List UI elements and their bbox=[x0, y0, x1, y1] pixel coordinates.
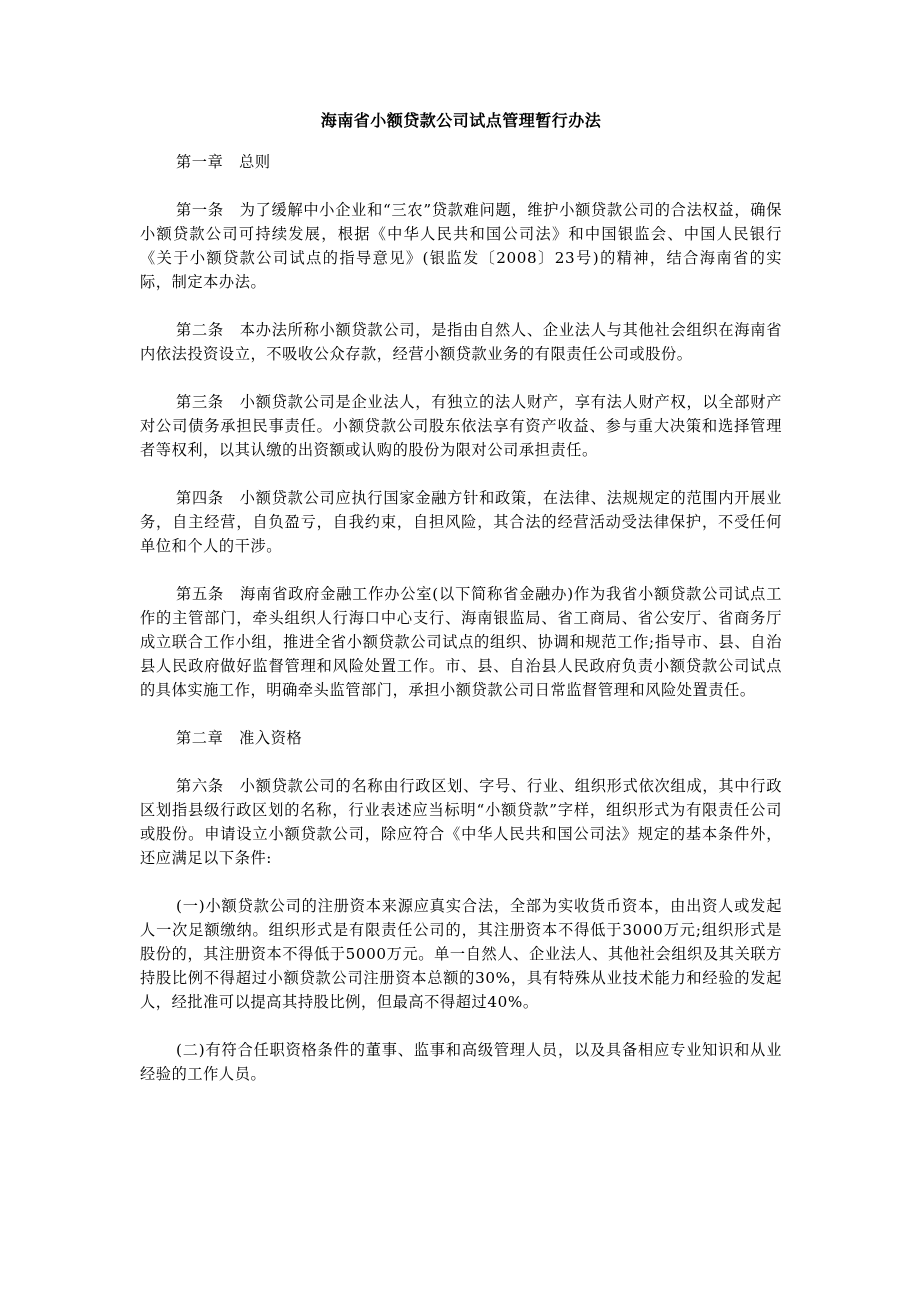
chapter-1-heading: 第一章 总则 bbox=[176, 153, 271, 171]
document-title: 海南省小额贷款公司试点管理暂行办法 bbox=[320, 111, 602, 130]
document-page bbox=[140, 108, 782, 1110]
article-6: 第六条 小额贷款公司的名称由行政区划、字号、行业、组织形式依次组成，其中行政区划指县级行政区划的名称，行业表述应当标明“小额贷款”字样，组织形式为有限责任公司或股份。申请设立小额贷款公司，除应符合《中华人民共和国公司法》规定的基本条件外，还应满足以下条件: bbox=[140, 777, 782, 867]
article-4: 第四条 小额贷款公司应执行国家金融方针和政策，在法律、法规规定的范围内开展业务，自主经营，自负盈亏，自我约束，自担风险，其合法的经营活动受法律保护，不受任何单位和个人的干涉。 bbox=[140, 489, 782, 555]
article-5: 第五条 海南省政府金融工作办公室(以下简称省金融办)作为我省小额贷款公司试点工作的主管部门，牵头组织人行海口中心支行、海南银监局、省工商局、省公安厅、省商务厅成立联合工作小组，推进全省小额贷款公司试点的组织、协调和规范工作;指导市、县、自治县人民政府做好监督管理和风险处置工作。市、县、自治县人民政府负责小额贷款公司试点的具体实施工作，明确牵头监管部门，承担小额贷款公司日常监督管理和风险处置责任。 bbox=[140, 585, 782, 699]
article-3: 第三条 小额贷款公司是企业法人，有独立的法人财产，享有法人财产权，以全部财产对公司债务承担民事责任。小额贷款公司股东依法享有资产收益、参与重大决策和选择管理者等权利，以其认缴的出资额或认购的股份为限对公司承担责任。 bbox=[140, 393, 782, 459]
article-6-item-2: (二)有符合任职资格条件的董事、监事和高级管理人员，以及具备相应专业知识和从业经验的工作人员。 bbox=[140, 1041, 782, 1083]
article-2: 第二条 本办法所称小额贷款公司，是指由自然人、企业法人与其他社会组织在海南省内依法投资设立，不吸收公众存款，经营小额贷款业务的有限责任公司或股份。 bbox=[140, 321, 782, 363]
chapter-2-heading: 第二章 准入资格 bbox=[176, 729, 303, 747]
article-1: 第一条 为了缓解中小企业和“三农”贷款难问题，维护小额贷款公司的合法权益，确保小额贷款公司可持续发展，根据《中华人民共和国公司法》和中国银监会、中国人民银行《关于小额贷款公司试点的指导意见》(银监发〔2008〕23号)的精神，结合海南省的实际，制定本办法。 bbox=[140, 201, 782, 291]
article-6-item-1: (一)小额贷款公司的注册资本来源应真实合法，全部为实收货币资本，由出资人或发起人一次足额缴纳。组织形式是有限责任公司的，其注册资本不得低于3000万元;组织形式是股份的，其注册资本不得低于5000万元。单一自然人、企业法人、其他社会组织及其关联方持股比例不得超过小额贷款公司注册资本总额的30%，具有特殊从业技术能力和经验的发起人，经批准可以提高其持股比例，但最高不得超过40%。 bbox=[140, 897, 782, 1011]
